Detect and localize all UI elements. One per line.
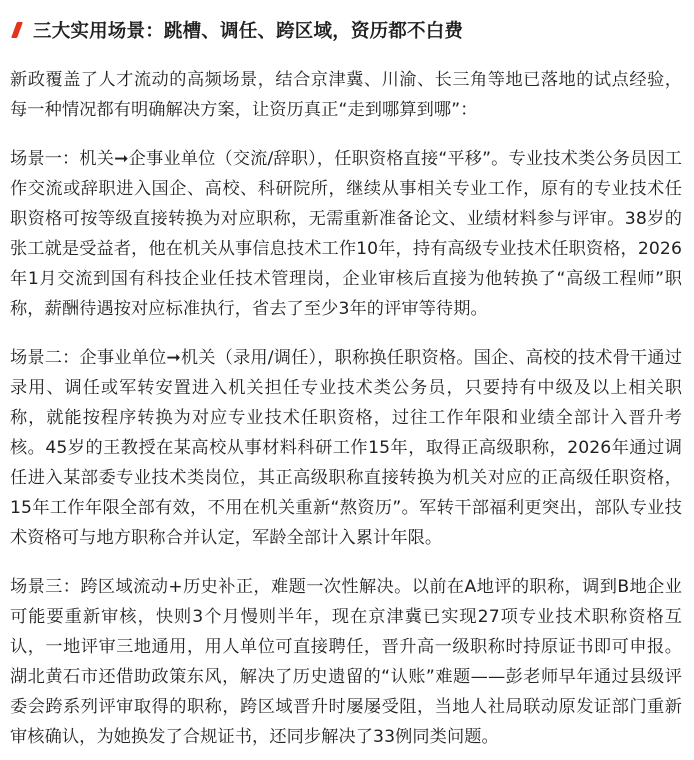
red-slash-marker-icon bbox=[11, 22, 23, 38]
section-heading-text: 三大实用场景：跳槽、调任、跨区域，资历都不白费 bbox=[33, 21, 464, 42]
scenario-one-paragraph: 场景一：机关➞企事业单位（交流/辞职），任职资格直接“平移”。专业技术类公务员因工作交流或辞职进入国企、高校、科研院所，继续从事相关专业工作，原有的专业技术任职资格可按等级直接转换为对应职称，无需重新准备论文、业绩材料参与评审。38岁的张工就是受益者，他在机关从事信息技术工作10年，持有高级专业技术任职资格，2026年1月交流到国有科技企业任技术管理岗，企业审核后直接为他转换了“高级工程师”职称，薪酬待遇按对应标准执行，省去了至少3年的评审等待期。 bbox=[10, 149, 682, 319]
scenario-three-paragraph: 场景三：跨区域流动+历史补正，难题一次性解决。以前在A地评的职称，调到B地企业可能要重新审核，快则3个月慢则半年，现在京津冀已实现27项专业技术职称资格互认，一地评审三地通用，用人单位可直接聘任，晋升高一级职称时持原证书即可申报。湖北黄石市还借助政策东风，解决了历史遗留的“认账”难题——彭老师早年通过县级评委会跨系列评审取得的职称，跨区域晋升时屡屡受阻，当地人社局联动原发证部门重新审核确认，为她换发了合规证书，还同步解决了33例同类问题。 bbox=[10, 577, 682, 747]
section-heading bbox=[10, 11, 682, 49]
intro-paragraph: 新政覆盖了人才流动的高频场景，结合京津冀、川渝、长三角等地已落地的试点经验，每一种情况都有明确解决方案，让资历真正“走到哪算到哪”： bbox=[10, 70, 682, 120]
scenario-two-paragraph: 场景二：企事业单位➞机关（录用/调任），职称换任职资格。国企、高校的技术骨干通过录用、调任或军转安置进入机关担任专业技术类公务员，只要持有中级及以上相关职称，就能按程序转换为对应专业技术任职资格，过往工作年限和业绩全部计入晋升考核。45岁的王教授在某高校从事材料科研工作15年，取得正高级职称，2026年通过调任进入某部委专业技术类岗位，其正高级职称直接转换为机关对应的正高级任职资格，15年工作年限全部有效，不用在机关重新“熬资历”。军转干部福利更突出，部队专业技术资格可与地方职称合并认定，军龄全部计入累计年限。 bbox=[10, 348, 682, 548]
